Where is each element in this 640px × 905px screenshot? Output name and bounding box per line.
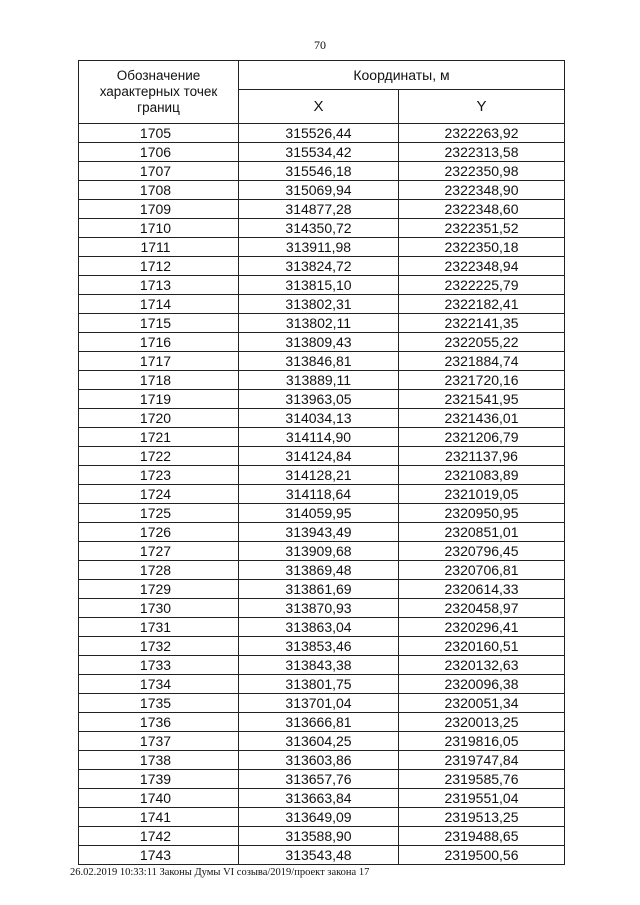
point-id-cell: 1714: [79, 295, 239, 314]
x-coordinate-cell: 313943,49: [239, 523, 399, 542]
point-id-cell: 1731: [79, 618, 239, 637]
table-row: [79, 713, 565, 732]
point-id-cell: 1724: [79, 485, 239, 504]
point-id-cell: 1708: [79, 181, 239, 200]
table-row: [79, 352, 565, 371]
point-id-cell: 1711: [79, 238, 239, 257]
point-id-cell: 1743: [79, 846, 239, 865]
y-coordinate-cell: 2320851,01: [399, 523, 565, 542]
y-coordinate-cell: 2320160,51: [399, 637, 565, 656]
x-coordinate-cell: 313603,86: [239, 751, 399, 770]
point-id-cell: 1710: [79, 219, 239, 238]
y-coordinate-cell: 2319816,05: [399, 732, 565, 751]
y-coordinate-cell: 2320096,38: [399, 675, 565, 694]
table-row: [79, 124, 565, 143]
x-coordinate-cell: 315069,94: [239, 181, 399, 200]
table-row: [79, 409, 565, 428]
y-coordinate-cell: 2319585,76: [399, 770, 565, 789]
y-coordinate-cell: 2322182,41: [399, 295, 565, 314]
header-x: X: [239, 90, 399, 124]
table-row: [79, 276, 565, 295]
x-coordinate-cell: 314118,64: [239, 485, 399, 504]
x-coordinate-cell: 313846,81: [239, 352, 399, 371]
x-coordinate-cell: 313911,98: [239, 238, 399, 257]
table-row: [79, 466, 565, 485]
point-id-cell: 1715: [79, 314, 239, 333]
x-coordinate-cell: 313802,31: [239, 295, 399, 314]
point-id-cell: 1737: [79, 732, 239, 751]
x-coordinate-cell: 314350,72: [239, 219, 399, 238]
x-coordinate-cell: 314114,90: [239, 428, 399, 447]
header-point-label: Обозначение характерных точек границ: [79, 61, 239, 124]
page-number: 70: [314, 38, 326, 52]
y-coordinate-cell: 2321436,01: [399, 409, 565, 428]
table-row: [79, 599, 565, 618]
y-coordinate-cell: 2320950,95: [399, 504, 565, 523]
table-row: [79, 314, 565, 333]
point-id-cell: 1705: [79, 124, 239, 143]
header-coordinates: Координаты, м: [239, 61, 565, 90]
table-row: [79, 751, 565, 770]
point-id-cell: 1736: [79, 713, 239, 732]
x-coordinate-cell: 314128,21: [239, 466, 399, 485]
x-coordinate-cell: 313543,48: [239, 846, 399, 865]
header-y: Y: [399, 90, 565, 124]
point-id-cell: 1722: [79, 447, 239, 466]
x-coordinate-cell: 313663,84: [239, 789, 399, 808]
y-coordinate-cell: 2321137,96: [399, 447, 565, 466]
table-row: [79, 219, 565, 238]
table-row: [79, 333, 565, 352]
y-coordinate-cell: 2321720,16: [399, 371, 565, 390]
table-row: [79, 523, 565, 542]
table-row: [79, 580, 565, 599]
point-id-cell: 1723: [79, 466, 239, 485]
point-id-cell: 1728: [79, 561, 239, 580]
y-coordinate-cell: 2319513,25: [399, 808, 565, 827]
table-row: [79, 789, 565, 808]
x-coordinate-cell: 313889,11: [239, 371, 399, 390]
table-row: [79, 428, 565, 447]
x-coordinate-cell: 315526,44: [239, 124, 399, 143]
table-row: [79, 504, 565, 523]
x-coordinate-cell: 314034,13: [239, 409, 399, 428]
point-id-cell: 1732: [79, 637, 239, 656]
point-id-cell: 1730: [79, 599, 239, 618]
y-coordinate-cell: 2320458,97: [399, 599, 565, 618]
coordinates-table: [78, 60, 565, 865]
x-coordinate-cell: 313853,46: [239, 637, 399, 656]
x-coordinate-cell: 313824,72: [239, 257, 399, 276]
y-coordinate-cell: 2322313,58: [399, 143, 565, 162]
table-row: [79, 238, 565, 257]
x-coordinate-cell: 313861,69: [239, 580, 399, 599]
point-id-cell: 1706: [79, 143, 239, 162]
y-coordinate-cell: 2322348,94: [399, 257, 565, 276]
point-id-cell: 1718: [79, 371, 239, 390]
y-coordinate-cell: 2319488,65: [399, 827, 565, 846]
y-coordinate-cell: 2321541,95: [399, 390, 565, 409]
y-coordinate-cell: 2322350,98: [399, 162, 565, 181]
table-row: [79, 618, 565, 637]
table-row: [79, 181, 565, 200]
x-coordinate-cell: 313588,90: [239, 827, 399, 846]
table-row: [79, 200, 565, 219]
table-body: [79, 124, 565, 865]
y-coordinate-cell: 2319500,56: [399, 846, 565, 865]
point-id-cell: 1740: [79, 789, 239, 808]
table-row: [79, 257, 565, 276]
y-coordinate-cell: 2320013,25: [399, 713, 565, 732]
table-row: [79, 827, 565, 846]
table-row: [79, 770, 565, 789]
x-coordinate-cell: 313666,81: [239, 713, 399, 732]
y-coordinate-cell: 2322225,79: [399, 276, 565, 295]
table-row: [79, 485, 565, 504]
point-id-cell: 1734: [79, 675, 239, 694]
y-coordinate-cell: 2322348,60: [399, 200, 565, 219]
point-id-cell: 1721: [79, 428, 239, 447]
point-id-cell: 1735: [79, 694, 239, 713]
document-footer: 26.02.2019 10:33:11 Законы Думы VI созыва/2019/проект закона 17: [70, 867, 370, 878]
x-coordinate-cell: 313863,04: [239, 618, 399, 637]
y-coordinate-cell: 2321083,89: [399, 466, 565, 485]
point-id-cell: 1716: [79, 333, 239, 352]
point-id-cell: 1712: [79, 257, 239, 276]
table-row: [79, 295, 565, 314]
point-id-cell: 1727: [79, 542, 239, 561]
x-coordinate-cell: 313843,38: [239, 656, 399, 675]
x-coordinate-cell: 313815,10: [239, 276, 399, 295]
y-coordinate-cell: 2319551,04: [399, 789, 565, 808]
table-row: [79, 637, 565, 656]
y-coordinate-cell: 2322263,92: [399, 124, 565, 143]
x-coordinate-cell: 313802,11: [239, 314, 399, 333]
point-id-cell: 1726: [79, 523, 239, 542]
table-row: [79, 846, 565, 865]
x-coordinate-cell: 314124,84: [239, 447, 399, 466]
y-coordinate-cell: 2322348,90: [399, 181, 565, 200]
point-id-cell: 1709: [79, 200, 239, 219]
y-coordinate-cell: 2321884,74: [399, 352, 565, 371]
point-id-cell: 1720: [79, 409, 239, 428]
x-coordinate-cell: 313649,09: [239, 808, 399, 827]
x-coordinate-cell: 314059,95: [239, 504, 399, 523]
point-id-cell: 1733: [79, 656, 239, 675]
table-row: [79, 447, 565, 466]
x-coordinate-cell: 315546,18: [239, 162, 399, 181]
point-id-cell: 1742: [79, 827, 239, 846]
y-coordinate-cell: 2319747,84: [399, 751, 565, 770]
y-coordinate-cell: 2322055,22: [399, 333, 565, 352]
table-header: [79, 61, 565, 124]
table-row: [79, 542, 565, 561]
table-row: [79, 808, 565, 827]
y-coordinate-cell: 2322350,18: [399, 238, 565, 257]
table-row: [79, 732, 565, 751]
x-coordinate-cell: 313604,25: [239, 732, 399, 751]
table-row: [79, 390, 565, 409]
table-row: [79, 143, 565, 162]
x-coordinate-cell: 313701,04: [239, 694, 399, 713]
x-coordinate-cell: 313963,05: [239, 390, 399, 409]
y-coordinate-cell: 2321019,05: [399, 485, 565, 504]
y-coordinate-cell: 2320296,41: [399, 618, 565, 637]
x-coordinate-cell: 313657,76: [239, 770, 399, 789]
y-coordinate-cell: 2320132,63: [399, 656, 565, 675]
table-row: [79, 561, 565, 580]
x-coordinate-cell: 313870,93: [239, 599, 399, 618]
x-coordinate-cell: 313909,68: [239, 542, 399, 561]
point-id-cell: 1729: [79, 580, 239, 599]
y-coordinate-cell: 2322141,35: [399, 314, 565, 333]
y-coordinate-cell: 2322351,52: [399, 219, 565, 238]
point-id-cell: 1741: [79, 808, 239, 827]
table-row: [79, 371, 565, 390]
y-coordinate-cell: 2321206,79: [399, 428, 565, 447]
y-coordinate-cell: 2320796,45: [399, 542, 565, 561]
x-coordinate-cell: 314877,28: [239, 200, 399, 219]
x-coordinate-cell: 313869,48: [239, 561, 399, 580]
table-row: [79, 694, 565, 713]
x-coordinate-cell: 313809,43: [239, 333, 399, 352]
point-id-cell: 1717: [79, 352, 239, 371]
y-coordinate-cell: 2320706,81: [399, 561, 565, 580]
point-id-cell: 1713: [79, 276, 239, 295]
x-coordinate-cell: 313801,75: [239, 675, 399, 694]
point-id-cell: 1739: [79, 770, 239, 789]
y-coordinate-cell: 2320051,34: [399, 694, 565, 713]
point-id-cell: 1725: [79, 504, 239, 523]
y-coordinate-cell: 2320614,33: [399, 580, 565, 599]
table-row: [79, 162, 565, 181]
table-row: [79, 675, 565, 694]
point-id-cell: 1719: [79, 390, 239, 409]
point-id-cell: 1707: [79, 162, 239, 181]
x-coordinate-cell: 315534,42: [239, 143, 399, 162]
table-row: [79, 656, 565, 675]
point-id-cell: 1738: [79, 751, 239, 770]
